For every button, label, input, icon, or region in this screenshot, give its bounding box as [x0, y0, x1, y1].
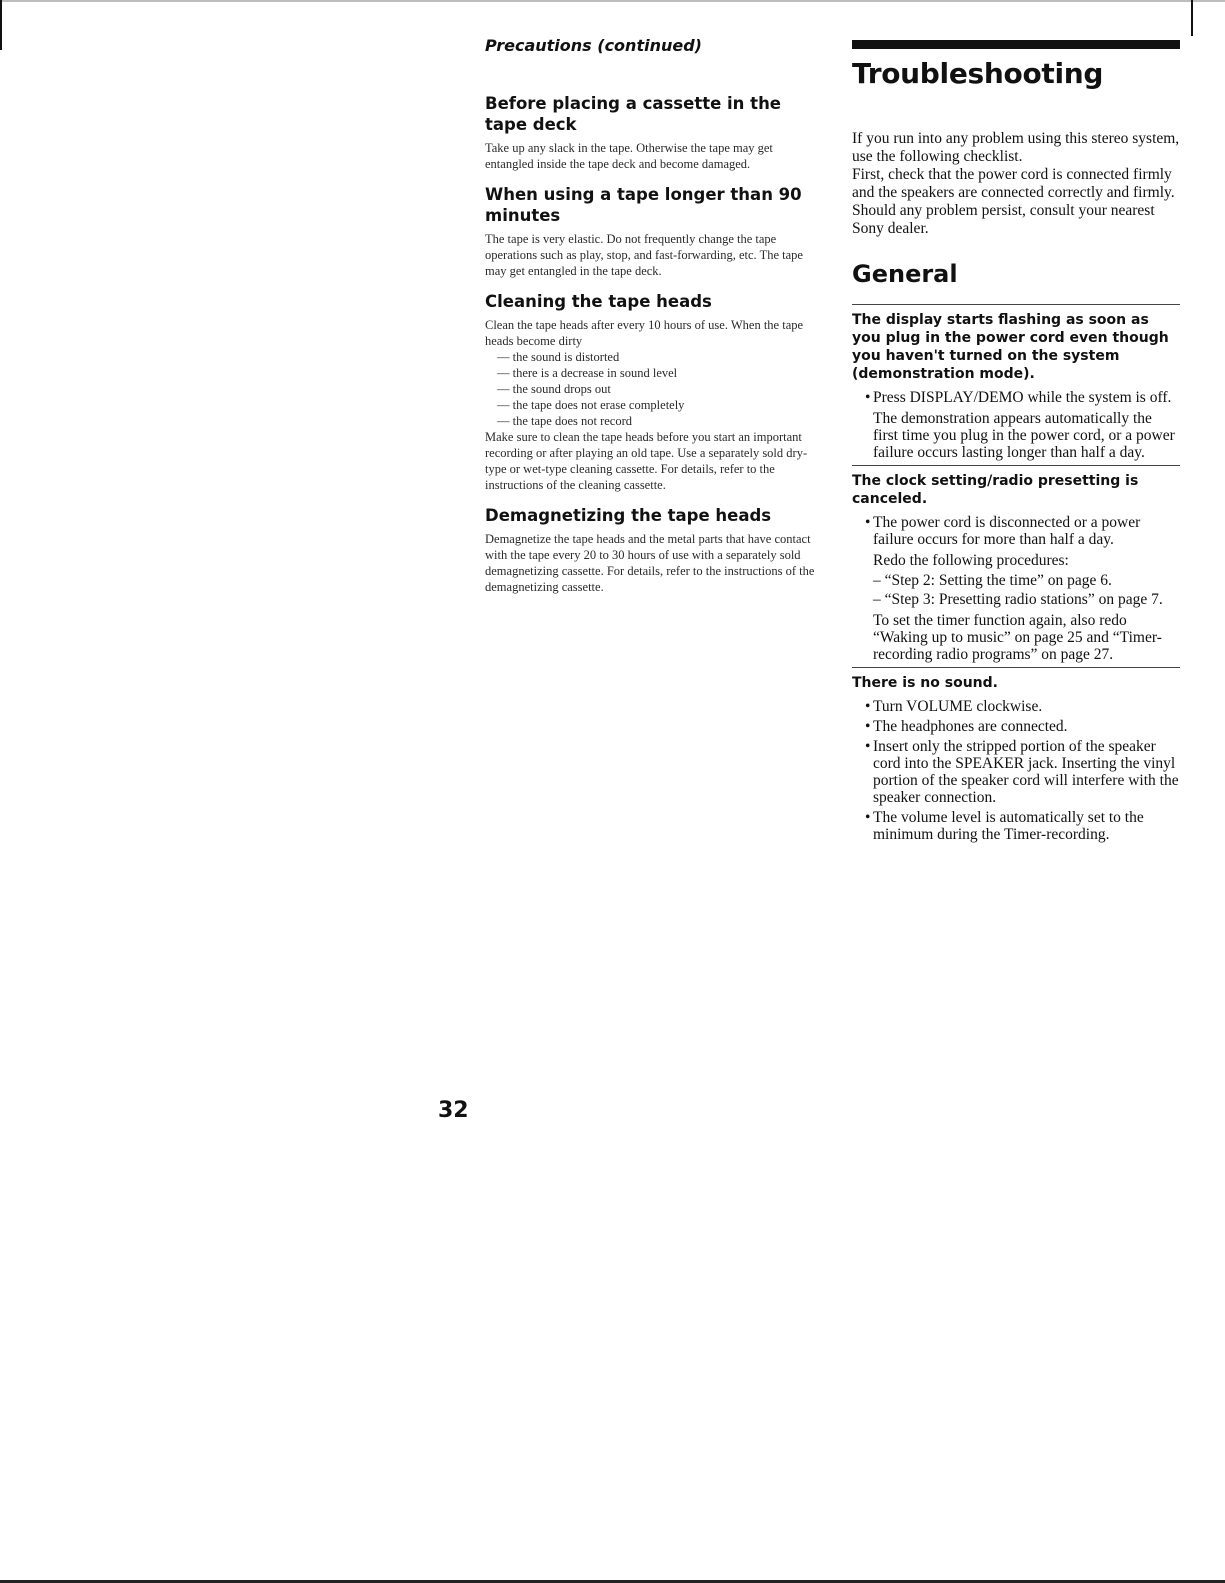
section-body: The tape is very elastic. Do not frequently change the tape operations such as play, stop, and fast-forwarding, etc. The tape may get entangled in the tape deck. [485, 232, 803, 278]
solution-note: Redo the following procedures: [873, 552, 1069, 569]
problem-demo-mode [852, 304, 1180, 461]
solution-item: • Press DISPLAY/DEMO while the system is off. [865, 389, 1172, 406]
title-rule [852, 40, 1180, 49]
solution-item: • Turn VOLUME clockwise. [865, 698, 1043, 715]
bullet-icon: • [865, 718, 871, 735]
section-demagnetizing [485, 505, 815, 595]
precautions-column [485, 36, 815, 607]
bullet-icon: • [865, 809, 871, 826]
problem-no-sound [852, 667, 1180, 843]
bullet-icon: • [865, 738, 871, 755]
problem-title: The clock setting/radio presetting is canceled. [852, 473, 1139, 507]
solution-item: • Insert only the stripped portion of the speaker cord into the SPEAKER jack. Inserting the vinyl portion of the speaker cord will interfere with the speaker connection. [865, 738, 1179, 806]
section-heading: When using a tape longer than 90 minutes [485, 185, 802, 225]
list-item: — the sound drops out [497, 381, 815, 397]
bullet-icon: • [865, 698, 871, 715]
section-body: Demagnetize the tape heads and the metal parts that have contact with the tape every 20 to 30 hours of use with a separately sold demagnetizing cassette. For details, refer to the instructions of the demagnetizing cassette. [485, 532, 815, 594]
section-heading: Demagnetizing the tape heads [485, 506, 772, 525]
scan-mark-right [1191, 0, 1193, 36]
list-item: — the tape does not record [497, 413, 815, 429]
page-number: 32 [438, 1098, 469, 1123]
solution-note: The demonstration appears automatically the first time you plug in the power cord, or a power failure occurs lasting longer than half a day. [873, 410, 1175, 461]
intro-paragraph: First, check that the power cord is connected firmly and the speakers are connected correctly and firmly. [852, 166, 1175, 201]
solution-item: • The volume level is automatically set to the minimum during the Timer-recording. [865, 809, 1144, 843]
procedure-ref: – “Step 2: Setting the time” on page 6. [873, 572, 1112, 589]
section-body: Take up any slack in the tape. Otherwise the tape may get entangled inside the tape deck and become damaged. [485, 141, 773, 171]
page-title: Troubleshooting [852, 57, 1104, 90]
solution-list [852, 514, 1180, 548]
problem-clock-canceled [852, 465, 1180, 663]
dirty-symptom-list [485, 349, 815, 429]
problem-title: The display starts flashing as soon as you plug in the power cord even though you haven't turned on the system (demonstration mode). [852, 312, 1169, 382]
bullet-icon: • [865, 514, 871, 531]
list-item: — there is a decrease in sound level [497, 365, 815, 381]
problem-title: There is no sound. [852, 675, 998, 691]
procedure-ref: – “Step 3: Presetting radio stations” on page 7. [873, 591, 1163, 608]
bullet-icon: • [865, 389, 871, 406]
intro [852, 130, 1180, 238]
section-heading: Cleaning the tape heads [485, 292, 712, 311]
list-item: — the sound is distorted [497, 349, 815, 365]
list-item: — the tape does not erase completely [497, 397, 815, 413]
page-top-edge [0, 0, 1225, 2]
general-heading: General [852, 260, 958, 288]
solution-item: • The power cord is disconnected or a power failure occurs for more than half a day. [865, 514, 1141, 548]
section-heading: Before placing a cassette in the tape deck [485, 94, 782, 134]
solution-item: • The headphones are connected. [865, 718, 1068, 735]
section-body: Clean the tape heads after every 10 hours of use. When the tape heads become dirty [485, 318, 804, 348]
solution-note: To set the timer function again, also redo “Waking up to music” on page 25 and “Timer-recording radio programs” on page 27. [873, 612, 1162, 663]
section-body: Make sure to clean the tape heads before you start an important recording or after playing an old tape. Use a separately sold dry-type or wet-type cleaning cassette. For details, refer to the instructions of the cleaning cassette. [485, 430, 808, 492]
section-cassette-placement [485, 93, 815, 172]
intro-paragraph: Should any problem persist, consult your nearest Sony dealer. [852, 202, 1155, 237]
troubleshooting-column [852, 40, 1180, 847]
section-long-tape [485, 184, 815, 279]
intro-paragraph: If you run into any problem using this stereo system, use the following checklist. [852, 130, 1180, 165]
solution-list [852, 389, 1180, 406]
solution-list [852, 698, 1180, 843]
scan-mark-left [0, 0, 2, 50]
running-head: Precautions (continued) [485, 36, 702, 55]
section-cleaning-heads [485, 291, 815, 493]
